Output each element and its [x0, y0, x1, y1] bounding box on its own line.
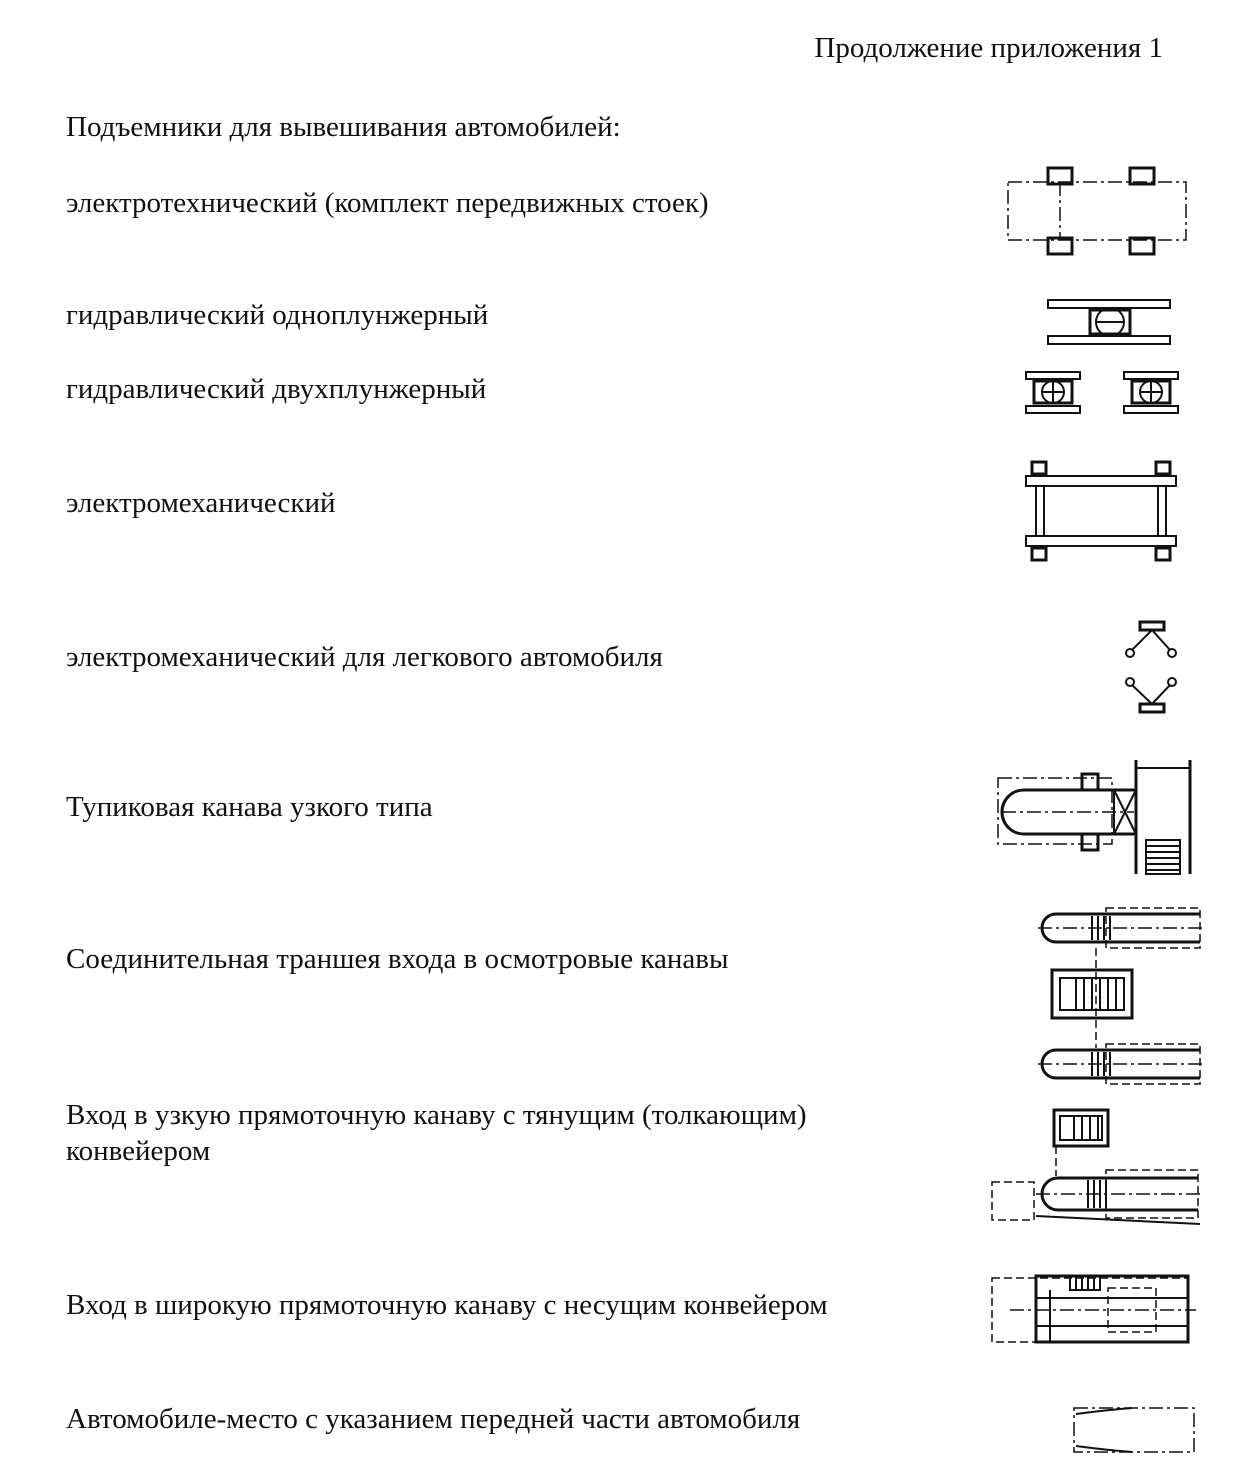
item-label-electromechanical: электромеханический	[66, 487, 336, 519]
page-header: Продолжение приложения 1	[814, 32, 1163, 64]
section-title: Подъемники для вывешивания автомобилей:	[66, 111, 621, 143]
item-label-connecting-trench: Соединительная траншея входа в осмотровые канавы	[66, 943, 729, 975]
item-label-narrow-pit-entrance: Вход в узкую прямоточную канаву с тянущим (толкающим)	[66, 1099, 807, 1131]
item-label-mobile-posts: электротехнический (комплект передвижных стоек)	[66, 187, 709, 219]
double-plunger-lift-icon	[1024, 368, 1182, 423]
dead-end-pit-icon	[996, 756, 1196, 883]
wide-pit-entrance-icon	[990, 1272, 1200, 1353]
electromechanical-lift-icon	[1024, 460, 1178, 569]
connecting-trench-icon	[1036, 906, 1206, 1097]
car-place-icon	[1072, 1406, 1198, 1463]
single-plunger-lift-icon	[1046, 298, 1172, 353]
car-lift-icon	[1122, 620, 1178, 721]
item-label-narrow-pit-entrance-cont: конвейером	[66, 1135, 211, 1167]
item-label-double-plunger: гидравлический двухплунжерный	[66, 373, 487, 405]
item-label-car-lift: электромеханический для легкового автомобиля	[66, 641, 663, 673]
item-label-dead-end-pit: Тупиковая канава узкого типа	[66, 791, 433, 823]
item-label-wide-pit-entrance: Вход в широкую прямоточную канаву с несущим конвейером	[66, 1289, 828, 1321]
item-label-single-plunger: гидравлический одноплунжерный	[66, 299, 489, 331]
mobile-posts-lift-icon	[1004, 164, 1190, 263]
item-label-car-place: Автомобиле-место с указанием передней части автомобиля	[66, 1403, 801, 1435]
narrow-pit-entrance-icon	[990, 1106, 1202, 1235]
